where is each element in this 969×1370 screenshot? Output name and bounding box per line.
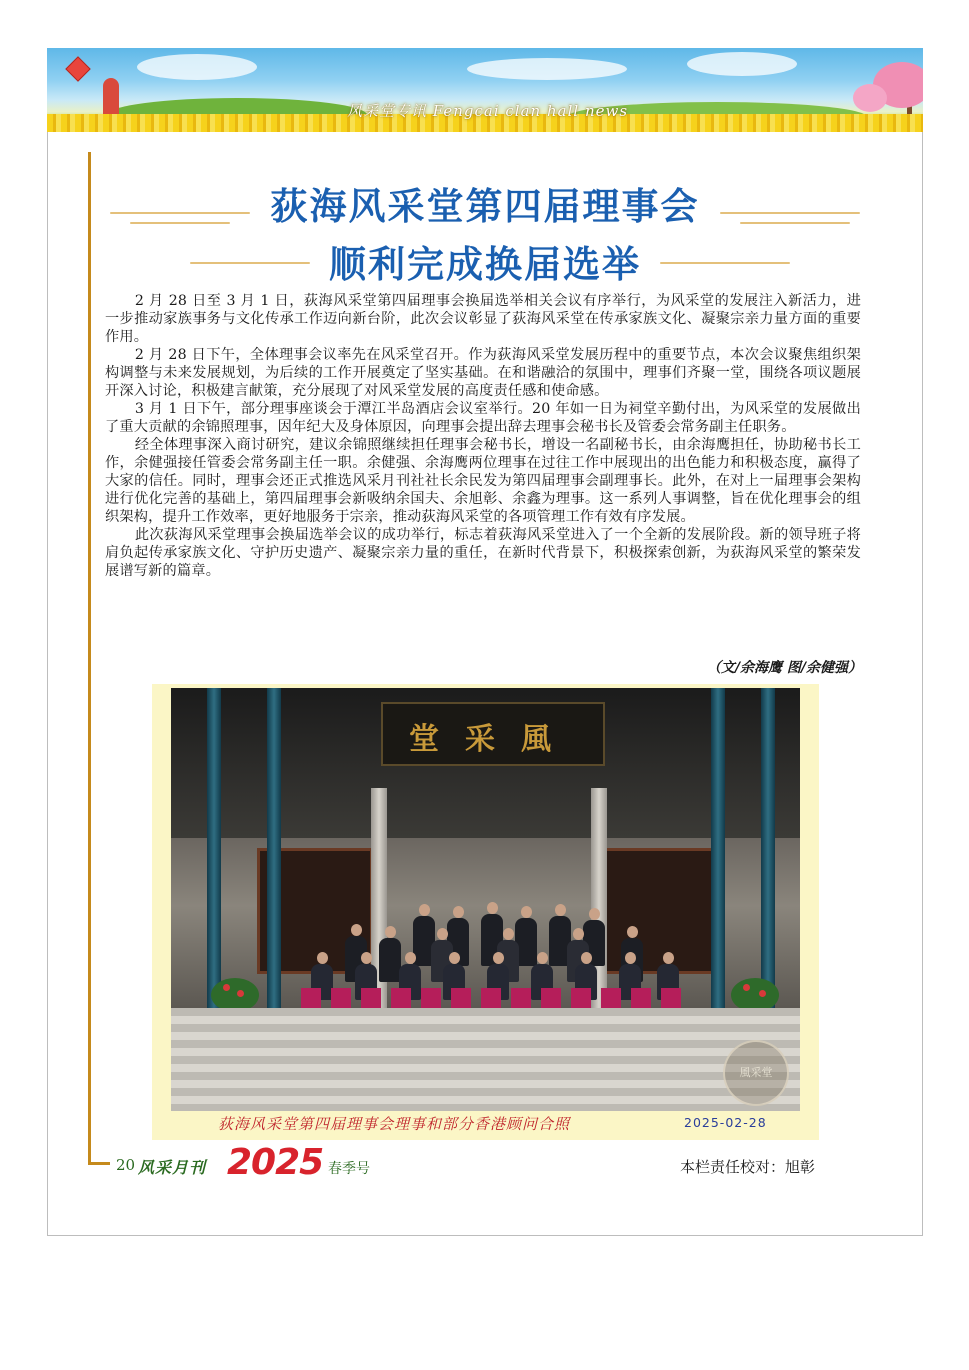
person-head — [405, 952, 416, 964]
person-head — [453, 906, 464, 918]
person-figure — [379, 938, 401, 982]
person-head — [437, 928, 448, 940]
hall-plaque — [381, 702, 605, 766]
person-head — [503, 928, 514, 940]
photo-caption: 荻海风采堂第四届理事会理事和部分香港顾问合照 — [218, 1115, 571, 1133]
proofreader-credit: 本栏责任校对：旭彰 — [680, 1158, 816, 1176]
potted-flowers — [731, 978, 779, 1012]
person-head — [487, 902, 498, 914]
person-head — [589, 908, 600, 920]
page-number: 20 — [116, 1156, 136, 1174]
flower-bloom — [237, 990, 244, 997]
potted-flowers — [211, 978, 259, 1012]
article-title-line-1: 荻海风采堂第四届理事会 — [270, 185, 700, 228]
flower-bloom — [759, 990, 766, 997]
cloud-decoration — [467, 58, 627, 80]
seal-text: 風采堂 — [739, 1066, 773, 1079]
group-photo — [171, 688, 800, 1111]
issue-season: 春季号 — [328, 1161, 370, 1177]
person-head — [419, 904, 430, 916]
person-head — [537, 952, 548, 964]
header-banner — [47, 48, 923, 132]
person-head — [627, 926, 638, 938]
issue-year: 2025 — [227, 1142, 324, 1183]
iron-column — [267, 688, 281, 1038]
article-title-line-2: 顺利完成换届选举 — [329, 243, 641, 286]
person-head — [317, 952, 328, 964]
person-head — [663, 952, 674, 964]
cloud-decoration — [687, 52, 797, 76]
plaque-text: 堂采風 — [409, 722, 577, 757]
person-head — [555, 904, 566, 916]
left-border-rule — [88, 152, 91, 1162]
person-head — [521, 906, 532, 918]
magazine-name: 风采月刊 — [138, 1158, 207, 1177]
photo-date: 2025-02-28 — [684, 1115, 767, 1130]
stone-steps — [171, 1008, 800, 1111]
article-body — [105, 292, 861, 580]
article-paragraph: 3 月 1 日下午，部分理事座谈会于潭江半岛酒店会议室举行。20 年如一日为祠堂辛勤付出，为风采堂的发展做出了重大贡献的余锦照理事，因年纪大及身体原因，向理事会提出辞去理事会秘书长及管委会常务副主任职务。 — [105, 401, 861, 435]
person-head — [625, 952, 636, 964]
person-head — [449, 952, 460, 964]
blossom-tree-icon — [853, 84, 887, 112]
person-head — [385, 926, 396, 938]
kite-icon — [65, 56, 90, 81]
article-paragraph: 此次荻海风采堂理事会换届选举会议的成功举行，标志着荻海风采堂进入了一个全新的发展阶段。新的领导班子将肩负起传承家族文化、守护历史遗产、凝聚宗亲力量的重任，在新时代背景下，积极探索创新，为荻海风采堂的繁荣发展谱写新的篇章。 — [105, 527, 861, 579]
person-head — [493, 952, 504, 964]
fengcai-hall-seal-logo — [723, 1040, 789, 1106]
left-border-rule-end — [88, 1162, 110, 1165]
flower-bloom — [743, 984, 750, 991]
article-paragraph: 经全体理事深入商讨研究，建议余锦照继续担任理事会秘书长，增设一名副秘书长，由余海鹰担任，协助秘书长工作，余健强接任管委会常务副主任一职。余健强、余海鹰两位理事在过往工作中展现出的出色能力和积极态度，赢得了大家的信任。同时，理事会还正式推选风采月刊社社长余民发为第四届理事会副理事长。此外，在对上一届理事会架构进行优化完善的基础上，第四届理事会新吸纳余国夫、余旭彰、余鑫为理事。这一系列人事调整，旨在优化理事会的组织架构，提升工作效率，更好地服务于宗亲，推动荻海风采堂的各项管理工作有效有序发展。 — [105, 437, 861, 525]
flower-bloom — [223, 984, 230, 991]
girl-figure-icon — [103, 78, 119, 118]
person-head — [581, 952, 592, 964]
article-paragraph: 2 月 28 日至 3 月 1 日，荻海风采堂第四届理事会换届选举相关会议有序举行，为风采堂的发展注入新活力，进一步推动家族事务与文化传承工作迈向新台阶，此次会议彰显了荻海风采堂在传承家族文化、凝聚宗亲力量方面的重要作用。 — [105, 293, 861, 345]
iron-column — [711, 688, 725, 1038]
person-head — [361, 952, 372, 964]
article-byline: （文/余海鹰 图/余健强） — [706, 660, 862, 676]
cloud-decoration — [137, 54, 257, 80]
person-head — [351, 924, 362, 936]
person-head — [573, 928, 584, 940]
article-paragraph: 2 月 28 日下午，全体理事会议率先在风采堂召开。作为荻海风采堂发展历程中的重要节点，本次会议聚焦组织架构调整与未来发展规划，为后续的工作开展奠定了坚实基础。在和谐融洽的氛围中，理事们齐聚一堂，围绕各项议题展开深入讨论，积极建言献策，充分展现了对风采堂发展的高度责任感和使命感。 — [105, 347, 861, 399]
column-title: 风采堂专讯 Fengcai clan hall news — [347, 102, 629, 120]
